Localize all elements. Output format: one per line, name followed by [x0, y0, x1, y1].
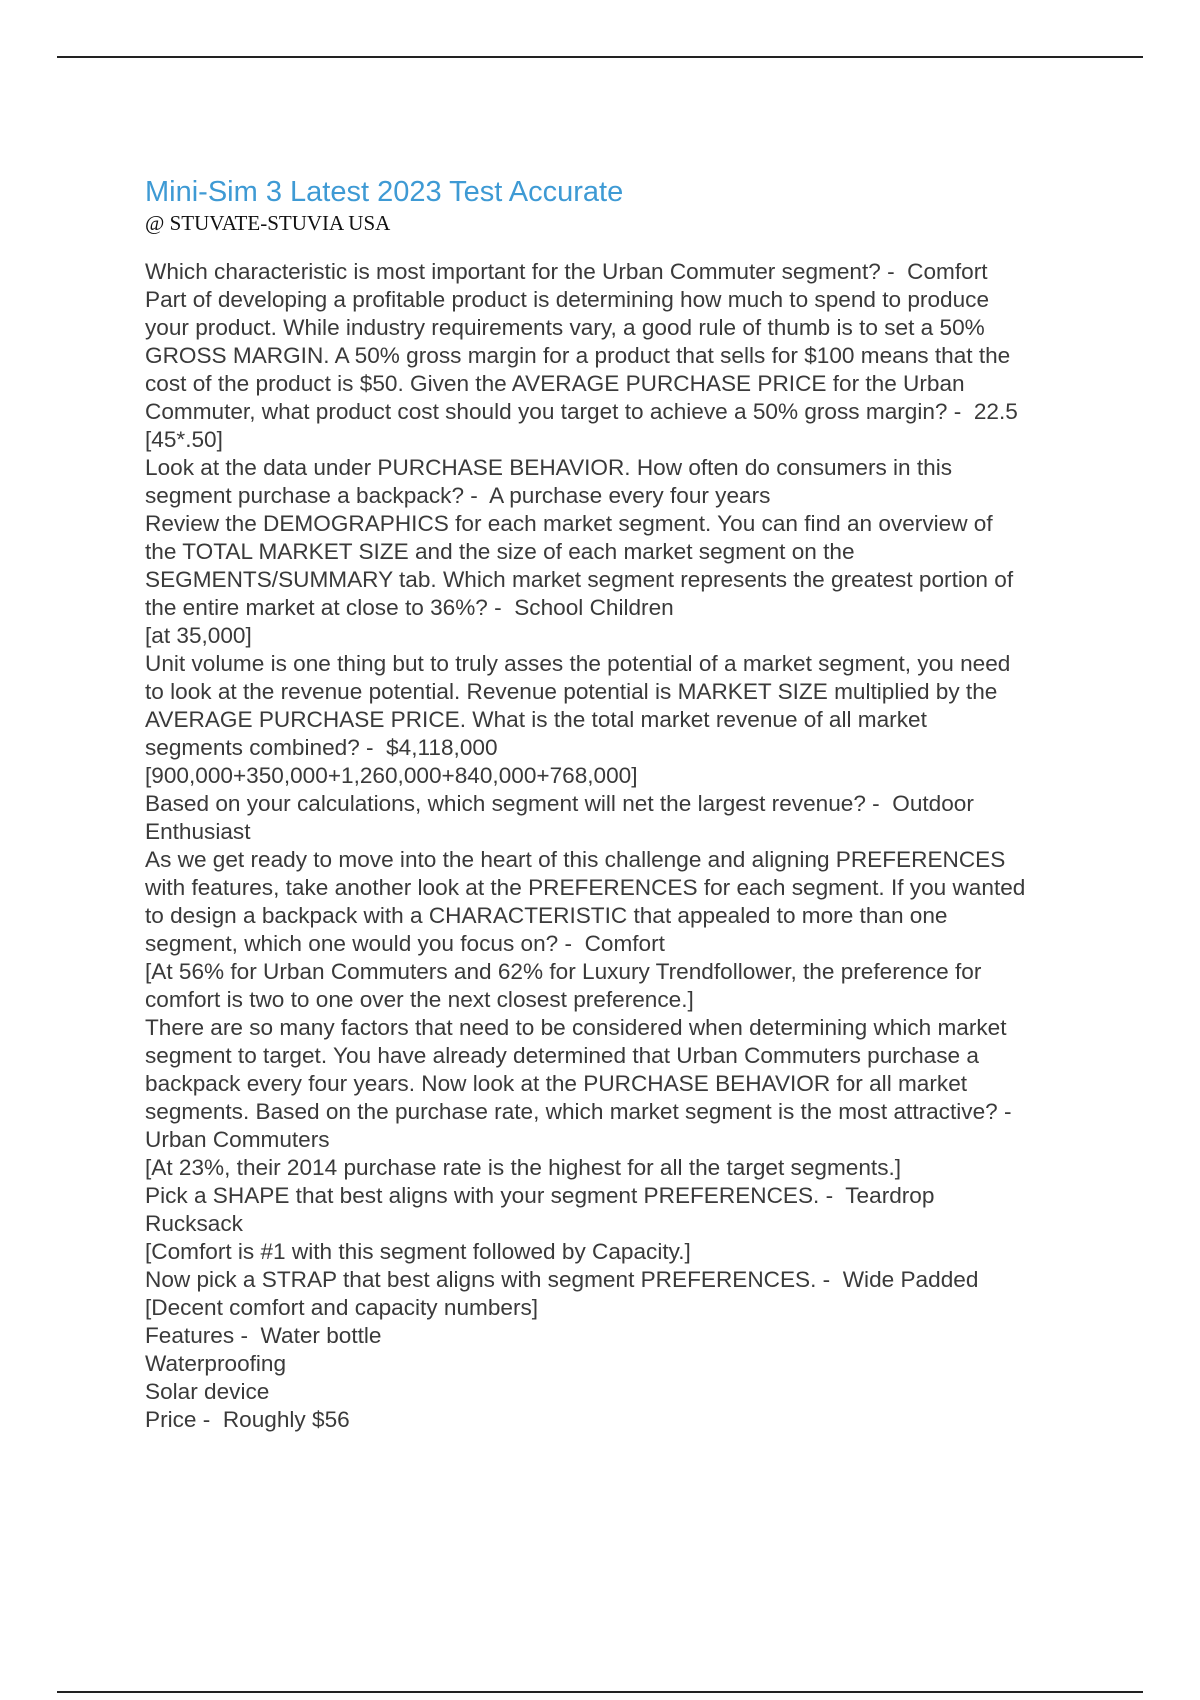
text-line: segment to target. You have already determined that Urban Commuters purchase a: [145, 1043, 979, 1068]
text-line: [900,000+350,000+1,260,000+840,000+768,000]: [145, 763, 638, 788]
text-line: segment purchase a backpack? - A purchase every four years: [145, 483, 771, 508]
text-line: There are so many factors that need to be considered when determining which market: [145, 1015, 1007, 1040]
text-line: Solar device: [145, 1379, 270, 1404]
text-line: Now pick a STRAP that best aligns with segment PREFERENCES. - Wide Padded: [145, 1267, 979, 1292]
text-line: segments combined? - $4,118,000: [145, 735, 498, 760]
text-line: Rucksack: [145, 1211, 243, 1236]
text-line: the TOTAL MARKET SIZE and the size of each market segment on the: [145, 539, 855, 564]
text-line: your product. While industry requirements vary, a good rule of thumb is to set a 50%: [145, 315, 985, 340]
text-line: [At 56% for Urban Commuters and 62% for Luxury Trendfollower, the preference for: [145, 959, 982, 984]
text-line: AVERAGE PURCHASE PRICE. What is the total market revenue of all market: [145, 707, 927, 732]
text-line: Waterproofing: [145, 1351, 287, 1376]
text-line: [at 35,000]: [145, 623, 252, 648]
text-line: Look at the data under PURCHASE BEHAVIOR. How often do consumers in this: [145, 455, 953, 480]
text-line: Price - Roughly $56: [145, 1407, 350, 1432]
document-title: Mini-Sim 3 Latest 2023 Test Accurate: [145, 176, 624, 208]
text-line: Commuter, what product cost should you target to achieve a 50% gross margin? - 22.5: [145, 399, 1018, 424]
text-line: GROSS MARGIN. A 50% gross margin for a product that sells for $100 means that the: [145, 343, 1011, 368]
footer-rule: [57, 1691, 1143, 1693]
text-line: Based on your calculations, which segment will net the largest revenue? - Outdoor: [145, 791, 974, 816]
text-line: Features - Water bottle: [145, 1323, 382, 1348]
text-line: with features, take another look at the PREFERENCES for each segment. If you wanted: [145, 875, 1026, 900]
text-line: to design a backpack with a CHARACTERISTIC that appealed to more than one: [145, 903, 948, 928]
document-subtitle: @ STUVATE-STUVIA USA: [145, 211, 391, 235]
text-line: Urban Commuters: [145, 1127, 330, 1152]
text-line: segments. Based on the purchase rate, which market segment is the most attractive? -: [145, 1099, 1012, 1124]
header-rule: [57, 56, 1143, 58]
text-line: [Decent comfort and capacity numbers]: [145, 1295, 539, 1320]
text-line: [At 23%, their 2014 purchase rate is the highest for all the target segments.]: [145, 1155, 902, 1180]
text-line: Review the DEMOGRAPHICS for each market segment. You can find an overview of: [145, 511, 993, 536]
text-line: segment, which one would you focus on? - Comfort: [145, 931, 665, 956]
text-line: [45*.50]: [145, 427, 223, 452]
text-line: cost of the product is $50. Given the AVERAGE PURCHASE PRICE for the Urban: [145, 371, 965, 396]
text-line: Which characteristic is most important for the Urban Commuter segment? - Comfort: [145, 259, 988, 284]
text-line: Pick a SHAPE that best aligns with your segment PREFERENCES. - Teardrop: [145, 1183, 935, 1208]
text-line: comfort is two to one over the next closest preference.]: [145, 987, 694, 1012]
text-line: [Comfort is #1 with this segment followed by Capacity.]: [145, 1239, 691, 1264]
document-body: [145, 174, 1105, 1434]
text-line: Unit volume is one thing but to truly asses the potential of a market segment, you need: [145, 651, 1011, 676]
text-line: SEGMENTS/SUMMARY tab. Which market segment represents the greatest portion of: [145, 567, 1014, 592]
text-line: the entire market at close to 36%? - School Children: [145, 595, 674, 620]
text-line: Part of developing a profitable product is determining how much to spend to produce: [145, 287, 990, 312]
text-line: to look at the revenue potential. Revenue potential is MARKET SIZE multiplied by the: [145, 679, 998, 704]
text-line: Enthusiast: [145, 819, 251, 844]
text-line: As we get ready to move into the heart of this challenge and aligning PREFERENCES: [145, 847, 1006, 872]
text-line: backpack every four years. Now look at the PURCHASE BEHAVIOR for all market: [145, 1071, 968, 1096]
question-answer-text: [145, 258, 1105, 1434]
